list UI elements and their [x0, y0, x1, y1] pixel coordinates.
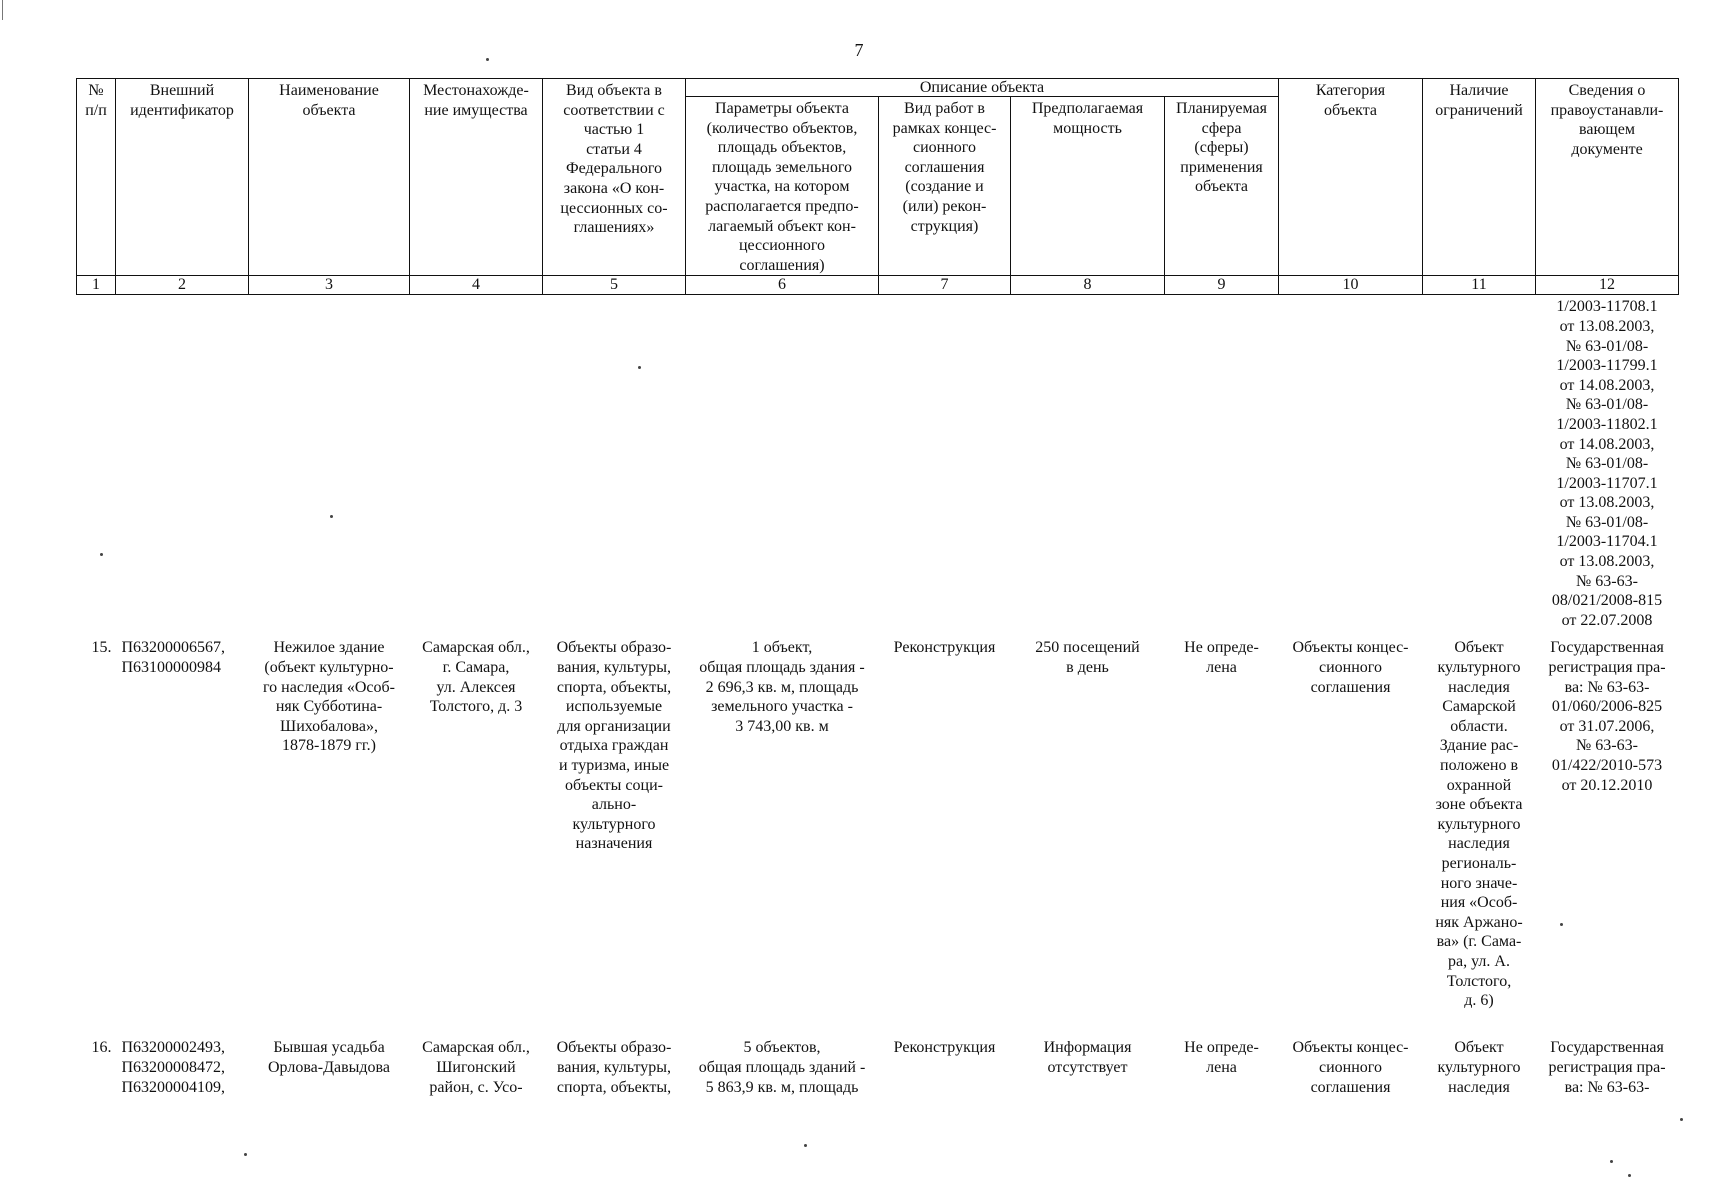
cell-restrictions: Объект культурного наследия Самарской области. Здание рас- положено в охранной зоне объекта культурного наследия региональ- ного значе- ния «Особ- няк Аржано- ва» (г. Сама- ра, ул. А. Толстого, д. 6): [1435, 639, 1523, 1010]
cell-title-document: 1/2003-11708.1 от 13.08.2003, № 63-01/08- 1/2003-11799.1 от 14.08.2003, № 63-01/08- 1/2003-11802.1 от 14.08.2003, № 63-01/08- 1/2003-11707.1 от 13.08.2003, № 63-01/08- 1/2003-11704.1 от 13.08.2003, № 63-63- 08/021/2008-815 от 22.07.2008: [1551, 298, 1663, 629]
cell-application-sphere: Не опреде- лена: [1184, 1039, 1259, 1077]
scan-speck: [330, 515, 333, 518]
column-number: 9: [1165, 276, 1279, 295]
table-row: [77, 630, 1679, 1030]
cell-application-sphere: Не опреде- лена: [1184, 639, 1259, 677]
concession-objects-table: [76, 78, 1679, 1097]
cell-parameters: 5 объектов, общая площадь зданий - 5 863,9 кв. м, площадь: [698, 1039, 866, 1096]
header-object-description: Описание объекта: [686, 79, 1279, 97]
header-location: Местонахожде- ние имущества: [410, 79, 543, 276]
cell-location: Самарская обл., Шигонский район, с. Усо-: [422, 1039, 530, 1096]
table-row-continuation: [77, 295, 1679, 631]
scan-speck: [1628, 1174, 1631, 1177]
cell-location: Самарская обл., г. Самара, ул. Алексея Толстого, д. 3: [422, 639, 530, 716]
header-application-sphere: Планируемая сфера (сферы) применения объекта: [1165, 97, 1279, 276]
header-row-top: [77, 79, 1679, 97]
cell-title-document: Государственная регистрация пра- ва: № 63-63-: [1548, 1039, 1666, 1096]
scan-speck: [244, 1153, 247, 1156]
cell-category: Объекты концес- сионного соглашения: [1292, 1039, 1409, 1096]
header-capacity: Предполагаемая мощность: [1011, 97, 1165, 276]
table-row: [77, 1030, 1679, 1097]
cell-index: 16.: [91, 1039, 112, 1057]
header-object-name: Наименование объекта: [249, 79, 410, 276]
scan-speck: [638, 366, 641, 369]
continuation-blank: [77, 295, 1536, 631]
header-external-id: Внешний идентификатор: [116, 79, 249, 276]
scan-speck: [486, 58, 489, 61]
header-title-document: Сведения о правоустанавли- вающем документе: [1536, 79, 1679, 276]
cell-work-type: Реконструкция: [893, 1039, 996, 1057]
scan-speck: [1680, 1118, 1683, 1121]
cell-capacity: 250 посещений в день: [1035, 639, 1140, 677]
header-restrictions: Наличие ограничений: [1423, 79, 1536, 276]
cell-object-name: Бывшая усадьба Орлова-Давыдова: [267, 1039, 390, 1077]
cell-title-document: Государственная регистрация пра- ва: № 63-63- 01/060/2006-825 от 31.07.2006, № 63-63- 01/422/2010-573 от 20.12.2010: [1548, 639, 1666, 794]
cell-restrictions: Объект культурного наследия: [1437, 1039, 1521, 1096]
cell-external-id: П63200006567, П63100000984: [121, 639, 226, 677]
column-number: 11: [1423, 276, 1536, 295]
page-number: 7: [854, 40, 864, 60]
column-number-row: [77, 276, 1679, 295]
header-object-type: Вид объекта в соответствии с частью 1 статьи 4 Федерального закона «О кон- цессионных со- глашениях»: [543, 79, 686, 276]
header-index: № п/п: [77, 79, 116, 276]
cell-external-id: П63200002493, П63200008472, П63200004109,: [121, 1039, 226, 1096]
scan-speck: [100, 553, 103, 556]
column-number: 1: [77, 276, 116, 295]
column-number: 2: [116, 276, 249, 295]
cell-work-type: Реконструкция: [893, 639, 996, 657]
header-work-type: Вид работ в рамках концес- сионного соглашения (создание и (или) рекон- струкция): [879, 97, 1011, 276]
column-number: 5: [543, 276, 686, 295]
cell-object-type: Объекты образо- вания, культуры, спорта, объекты, используемые для организации отдыха граждан и туризма, иные объекты соци- ально- культурного назначения: [556, 639, 672, 853]
cell-index: 15.: [91, 639, 112, 657]
cell-object-type: Объекты образо- вания, культуры, спорта, объекты,: [556, 1039, 672, 1096]
column-number: 10: [1279, 276, 1423, 295]
scan-edge-mark: [2, 0, 3, 20]
column-number: 12: [1536, 276, 1679, 295]
cell-parameters: 1 объект, общая площадь здания - 2 696,3 кв. м, площадь земельного участка - 3 743,00 кв. м: [699, 639, 865, 735]
cell-capacity: Информация отсутствует: [1043, 1039, 1132, 1077]
header-parameters: Параметры объекта (количество объектов, площадь объектов, площадь земельного участка, на котором располагается предпо- лагаемый объект кон- цессионного соглашения): [686, 97, 879, 276]
column-number: 7: [879, 276, 1011, 295]
scan-speck: [804, 1144, 807, 1147]
scan-speck: [1610, 1160, 1613, 1163]
column-number: 6: [686, 276, 879, 295]
cell-category: Объекты концес- сионного соглашения: [1292, 639, 1409, 696]
header-category: Категория объекта: [1279, 79, 1423, 276]
cell-object-name: Нежилое здание (объект культурно- го наследия «Особ- няк Субботина- Шихобалова», 1878-1879 гг.): [263, 639, 395, 755]
column-number: 3: [249, 276, 410, 295]
column-number: 8: [1011, 276, 1165, 295]
column-number: 4: [410, 276, 543, 295]
scan-speck: [1560, 923, 1563, 926]
